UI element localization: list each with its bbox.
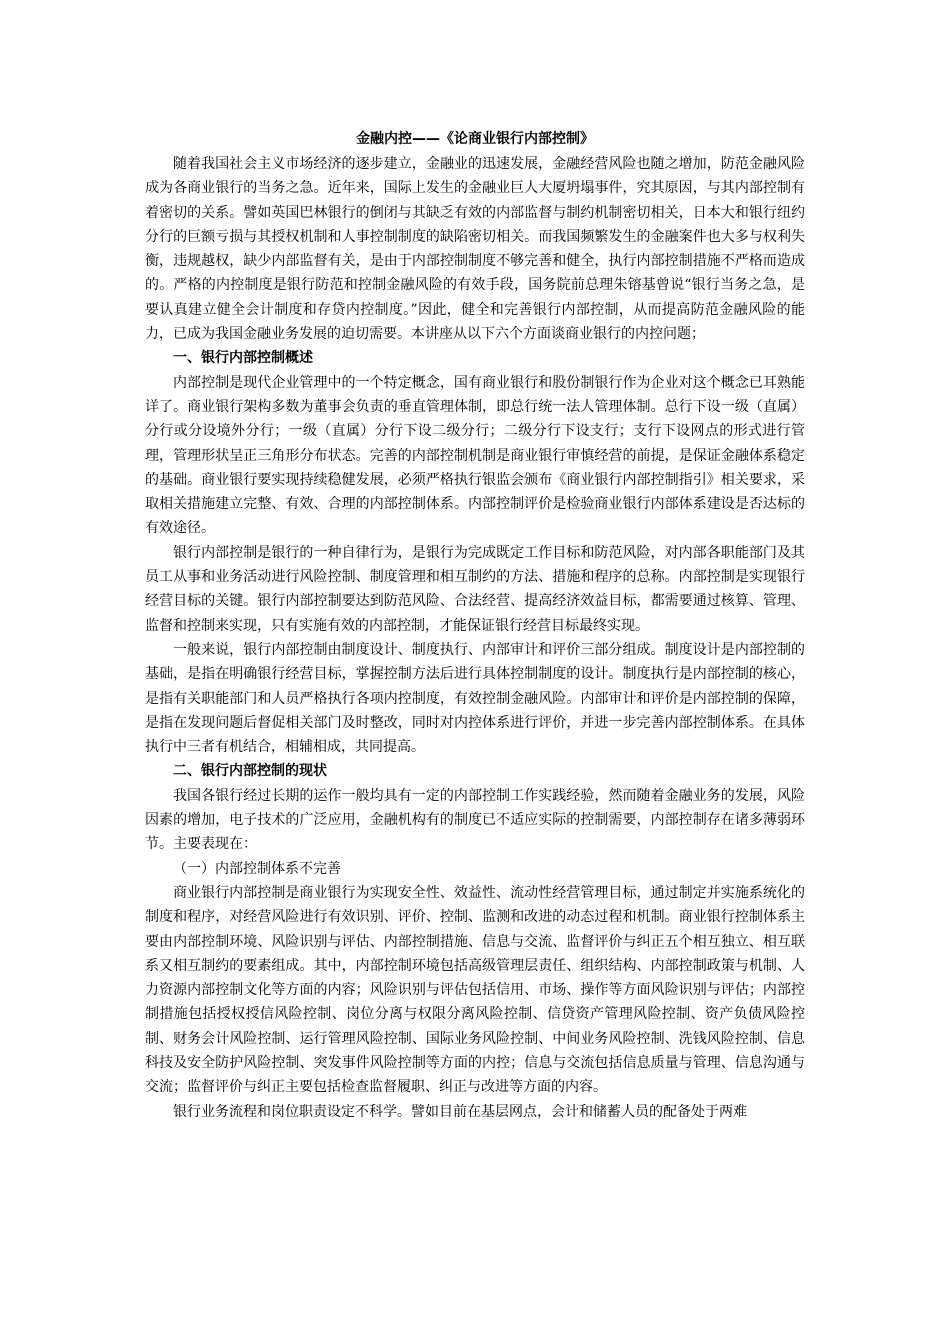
section-2-heading: 二、银行内部控制的现状: [173, 763, 327, 780]
section-2-paragraph-1: 我国各银行经过长期的运作一般均具有一定的内部控制工作实践经验，然而随着金融业务的发展，风险因素的增加，电子技术的广泛应用，金融机构有的制度已不适应实际的控制需要，内部控制存在诸多薄弱环节。主要表现在：: [145, 787, 805, 853]
section-1-paragraph-1: 内部控制是现代企业管理中的一个特定概念，国有商业银行和股份制银行作为企业对这个概念已耳熟能详了。商业银行架构多数为董事会负责的垂直管理体制，即总行统一法人管理体制。总行下设一级（直属）分行或分设境外分行；一级（直属）分行下设二级分行；二级分行下设支行；支行下设网点的形式进行管理，管理形状呈正三角形分布状态。完善的内部控制机制是商业银行审慎经营的前提，是保证金融体系稳定的基础。商业银行要实现持续稳健发展，必须严格执行银监会颁布《商业银行内部控制指引》相关要求，采取相关措施建立完整、有效、合理的内部控制体系。内部控制评价是检验商业银行内部体系建设是否达标的有效途径。: [145, 374, 805, 537]
section-1-heading: 一、银行内部控制概述: [173, 350, 313, 367]
section-2-paragraph-3: 银行业务流程和岗位职责设定不科学。譬如目前在基层网点，会计和储蓄人员的配备处于两难: [173, 1103, 747, 1120]
section-1-paragraph-3: 一般来说，银行内部控制由制度设计、制度执行、内部审计和评价三部分组成。制度设计是内部控制的基础，是指在明确银行经营目标，掌握控制方法后进行具体控制制度的设计。制度执行是内部控制的核心，是指有关职能部门和人员严格执行各项内控制度，有效控制金融风险。内部审计和评价是内部控制的保障，是指在发现问题后督促相关部门及时整改，同时对内控体系进行评价，并进一步完善内部控制体系。在具体执行中三者有机结合，相辅相成，共同提高。: [145, 641, 805, 756]
intro-paragraph: 随着我国社会主义市场经济的逐步建立，金融业的迅速发展，金融经营风险也随之增加，防范金融风险成为各商业银行的当务之急。近年来，国际上发生的金融业巨人大厦坍塌事件，究其原因，与其内部控制有着密切的关系。譬如英国巴林银行的倒闭与其缺乏有效的内部监督与制约机制密切相关，日本大和银行纽约分行的巨额亏损与其授权机制和人事控制制度的缺陷密切相关。而我国频繁发生的金融案件也大多与权利失衡，违规越权，缺少内部监督有关，是由于内部控制制度不够完善和健全，执行内部控制措施不严格而造成的。严格的内控制度是银行防范和控制金融风险的有效手段，国务院前总理朱镕基曾说“银行当务之急，是要认真建立健全会计制度和存贷内控制度。”因此，健全和完善银行内部控制，从而提高防范金融风险的能力，已成为我国金融业务发展的迫切需要。本讲座从以下六个方面谈商业银行的内控问题；: [145, 156, 805, 343]
document-title: 金融内控——《论商业银行内部控制》: [356, 131, 594, 147]
section-2-subheading-1: （一）内部控制体系不完善: [173, 860, 341, 877]
document-body: [145, 126, 805, 1124]
section-2-paragraph-2: 商业银行内部控制是商业银行为实现安全性、效益性、流动性经营管理目标，通过制定并实施系统化的制度和程序，对经营风险进行有效识别、评价、控制、监测和改进的动态过程和机制。商业银行控制体系主要由内部控制环境、风险识别与评估、内部控制措施、信息与交流、监督评价与纠正五个相互独立、相互联系又相互制约的要素组成。其中，内部控制环境包括高级管理层责任、组织结构、内部控制政策与机制、人力资源内部控制文化等方面的内容；风险识别与评估包括信用、市场、操作等方面风险识别与评估；内部控制措施包括授权授信风险控制、岗位分离与权限分离风险控制、信贷资产管理风险控制、资产负债风险控制、财务会计风险控制、运行管理风险控制、国际业务风险控制、中间业务风险控制、洗钱风险控制、信息科技及安全防护风险控制、突发事件风险控制等方面的内控；信息与交流包括信息质量与管理、信息沟通与交流；监督评价与纠正主要包括检查监督履职、纠正与改进等方面的内容。: [145, 884, 805, 1096]
section-1-paragraph-2: 银行内部控制是银行的一种自律行为，是银行为完成既定工作目标和防范风险，对内部各职能部门及其员工从事和业务活动进行风险控制、制度管理和相互制约的方法、措施和程序的总称。内部控制是实现银行经营目标的关键。银行内部控制要达到防范风险、合法经营、提高经济效益目标，都需要通过核算、管理、监督和控制来实现，只有实施有效的内部控制，才能保证银行经营目标最终实现。: [145, 544, 805, 634]
